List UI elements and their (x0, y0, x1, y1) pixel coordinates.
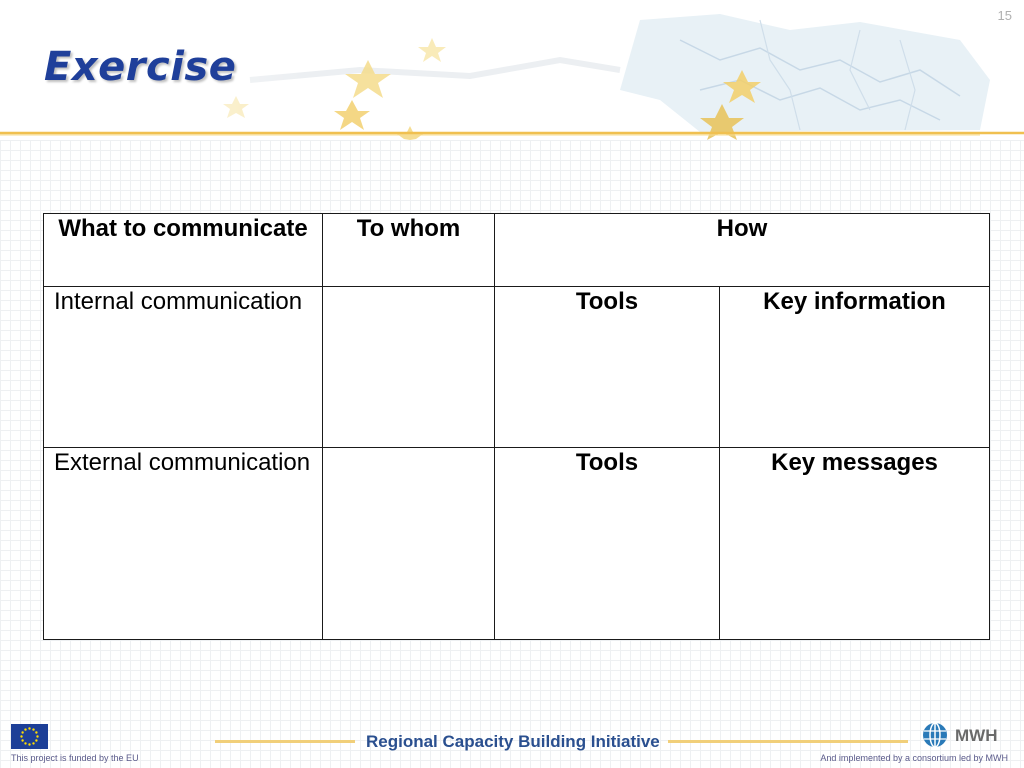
header-to-whom: To whom (323, 214, 495, 287)
slide-title: Exercise (44, 44, 237, 90)
footer-divider-left (215, 740, 355, 743)
implemented-by-text: And implemented by a consortium led by MWH (820, 753, 1008, 763)
cell-to-whom-internal (323, 287, 495, 448)
initiative-name: Regional Capacity Building Initiative (366, 732, 660, 751)
table-row (44, 287, 990, 448)
row-label-external: External communication (44, 448, 323, 640)
globe-icon (922, 722, 948, 748)
row-label-internal: Internal communication (44, 287, 323, 448)
header-how: How (495, 214, 990, 287)
slide-footer (0, 716, 1024, 768)
page-number: 15 (997, 8, 1012, 23)
subheader-key-messages: Key messages (720, 448, 990, 640)
subheader-tools-internal: Tools (495, 287, 720, 448)
funded-by-eu-text: This project is funded by the EU (11, 753, 139, 763)
table-row (44, 448, 990, 640)
communication-matrix-table (43, 213, 990, 640)
eu-flag-icon (11, 724, 48, 749)
subheader-key-information: Key information (720, 287, 990, 448)
table-header-row (44, 214, 990, 287)
subheader-tools-external: Tools (495, 448, 720, 640)
header-what-to-communicate: What to communicate (44, 214, 323, 287)
footer-divider-right (668, 740, 908, 743)
slide-header (0, 0, 1024, 140)
cell-to-whom-external (323, 448, 495, 640)
mwh-logo-text: MWH (955, 726, 998, 745)
